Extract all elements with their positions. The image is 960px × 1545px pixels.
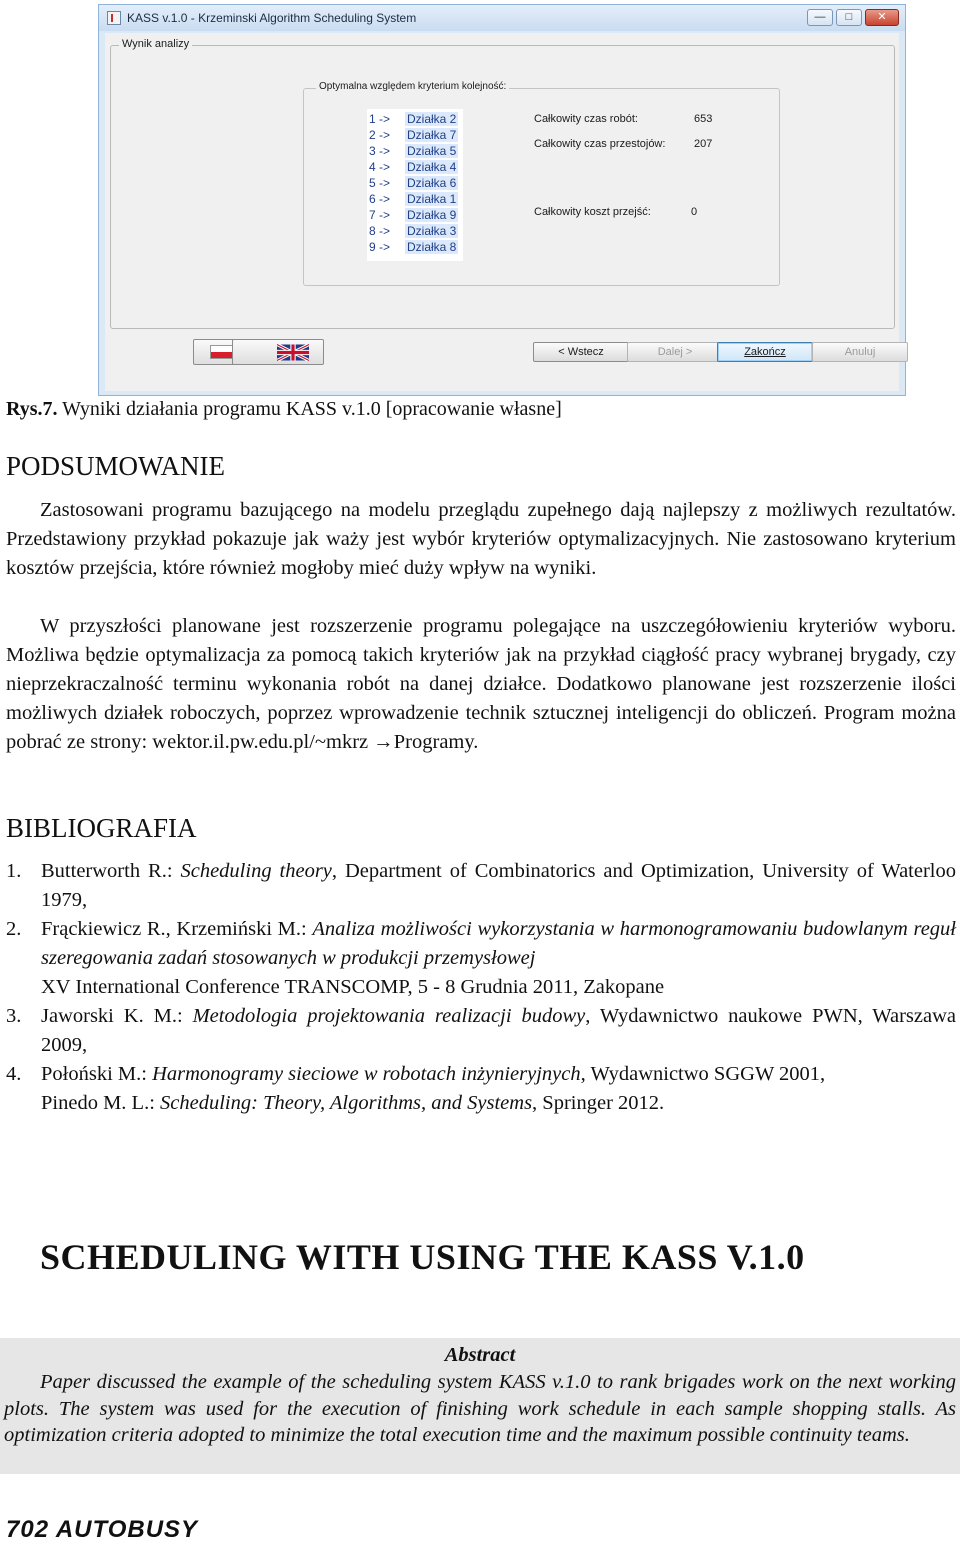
idle-time-value: 207 xyxy=(694,138,713,150)
reference-item: 2. Frąckiewicz R., Krzemiński M.: Analiza możliwości wykorzystania w harmonogramowaniu budowlanym reguł szeregowania zadań stosowanych w produkcji przemysłowej XV International Conference TRANSCOMP, 5 - 8 Grudnia 2011, Zakopane xyxy=(6,918,956,998)
transition-cost-label: Całkowity koszt przejść: xyxy=(534,206,651,218)
page-footer: 702 AUTOBUSY xyxy=(6,1516,199,1543)
minimize-icon: — xyxy=(814,11,826,23)
back-button[interactable]: < Wstecz xyxy=(533,342,629,362)
list-item[interactable]: 8 -> Działka 3 xyxy=(369,224,457,238)
work-time-label: Całkowity czas robót: xyxy=(534,113,638,125)
work-time-value: 653 xyxy=(694,113,713,125)
cancel-button[interactable]: Anuluj xyxy=(812,342,908,362)
finish-button[interactable]: Zakończ xyxy=(717,342,813,362)
analysis-result-group xyxy=(110,38,895,329)
uk-flag-icon xyxy=(277,344,309,361)
english-language-button[interactable] xyxy=(232,339,324,365)
reference-item: 3. Jaworski K. M.: Metodologia projektowania realizacji budowy, Wydawnictwo naukowe PWN, Warszawa 2009, xyxy=(6,1005,957,1056)
reference-item: 1. Butterworth R.: Scheduling theory, Department of Combinatorics and Optimization, University of Waterloo 1979, xyxy=(6,860,957,911)
abstract-heading: Abstract xyxy=(444,1344,516,1366)
optimal-order-label: Optymalna względem kryterium kolejność: xyxy=(316,81,509,92)
summary-paragraph-2: W przyszłości planowane jest rozszerzenie programu polegające na uszczegółowieniu kryteriów wyboru. Możliwa będzie optymalizacja za pomocą takich kryteriów jak na przykład ciągłość pracy wybranej brygady, czy nieprzekraczalność terminu wykonania robót na danej działce. Dodatkowo planowane jest rozszerzenie ilości możliwych działek roboczych, poprzez wprowadzenie technik sztucznej inteligencji do obliczeń. Program można pobrać ze strony: wektor.il.pw.edu.pl/~mkrz →Programy. xyxy=(6,615,956,753)
close-icon: ✕ xyxy=(877,11,887,23)
close-button[interactable] xyxy=(865,9,899,26)
maximize-icon: □ xyxy=(845,11,853,23)
order-list[interactable] xyxy=(367,109,463,261)
app-icon xyxy=(107,11,121,25)
next-button[interactable]: Dalej > xyxy=(627,342,723,362)
window-client-area xyxy=(105,33,899,391)
list-item[interactable]: 5 -> Działka 6 xyxy=(369,176,457,190)
group-label: Wynik analizy xyxy=(119,38,192,50)
abstract-box xyxy=(0,1338,960,1474)
transition-cost-value: 0 xyxy=(691,206,698,218)
english-title: SCHEDULING WITH USING THE KASS V.1.0 xyxy=(40,1237,805,1277)
list-item[interactable]: 9 -> Działka 8 xyxy=(369,240,457,254)
summary-heading: PODSUMOWANIE xyxy=(6,451,226,481)
figure-caption: Rys.7. Wyniki działania programu KASS v.1.0 [opracowanie własne] xyxy=(6,398,562,420)
reference-item: 4. Połoński M.: Harmonogramy sieciowe w robotach inżynieryjnych, Wydawnictwo SGGW 2001, xyxy=(6,1063,826,1085)
idle-time-label: Całkowity czas przestojów: xyxy=(534,138,666,150)
maximize-button[interactable] xyxy=(836,9,862,26)
title-bar xyxy=(99,5,905,31)
list-item[interactable]: 1 -> Działka 2 xyxy=(369,112,457,126)
arrow-icon: → xyxy=(373,731,394,753)
bibliography-heading: BIBLIOGRAFIA xyxy=(6,813,197,843)
window-title: KASS v.1.0 - Krzeminski Algorithm Scheduling System xyxy=(127,11,417,25)
minimize-button[interactable] xyxy=(807,9,833,26)
kass-window xyxy=(98,4,906,396)
list-item[interactable]: 4 -> Działka 4 xyxy=(369,160,457,174)
list-item[interactable]: 2 -> Działka 7 xyxy=(369,128,457,142)
list-item[interactable]: 6 -> Działka 1 xyxy=(369,192,457,206)
abstract-text: Paper discussed the example of the scheduling system KASS v.1.0 to rank brigades work on the next working plots. The system was used for the execution of finishing work schedule in each sample shopping stalls. As optimization criteria adopted to minimize the total execution time and the maximum possible continuity teams. xyxy=(4,1371,956,1446)
reference-item: Pinedo M. L.: Scheduling: Theory, Algorithms, and Systems, Springer 2012. xyxy=(41,1092,665,1114)
list-item[interactable]: 3 -> Działka 5 xyxy=(369,144,457,158)
list-item[interactable]: 7 -> Działka 9 xyxy=(369,208,457,222)
summary-paragraph-1: Zastosowani programu bazującego na modelu przeglądu zupełnego dają najlepszy z możliwych rezultatów. Przedstawiony przykład pokazuje jak waży jest wybór kryteriów optymalizacyjnych. Nie zastosowano kryterium kosztów przejścia, które również mogłoby mieć duży wpływ na wyniki. xyxy=(6,499,956,579)
optimal-order-panel xyxy=(303,81,780,286)
bibliography-list xyxy=(6,857,956,1118)
